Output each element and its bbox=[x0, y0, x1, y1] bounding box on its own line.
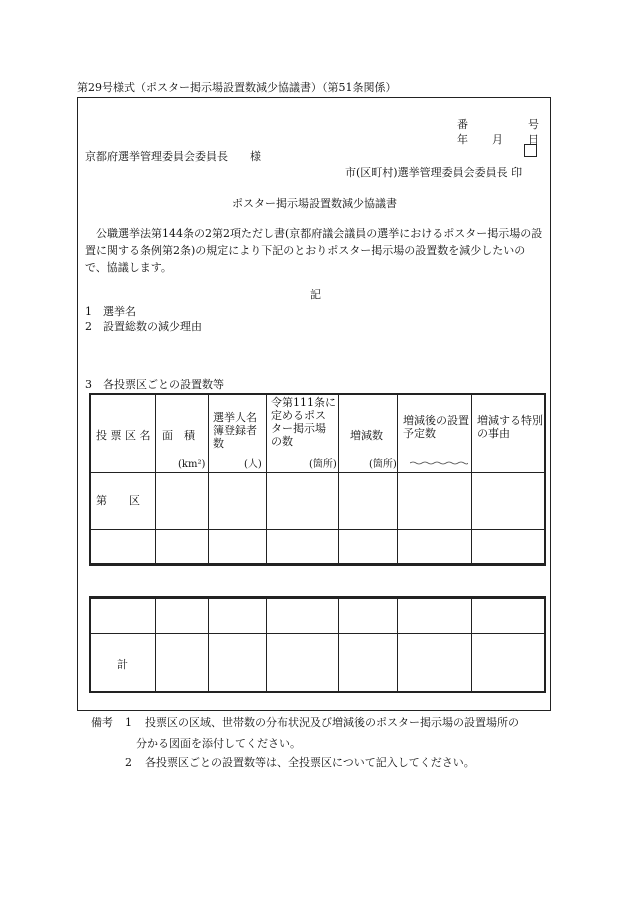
header-voters-unit: (人) bbox=[244, 459, 262, 470]
item-2 bbox=[85, 320, 202, 333]
total-label: 計 bbox=[117, 658, 128, 671]
table-row-divider bbox=[89, 529, 546, 530]
col-divider-1 bbox=[155, 393, 156, 565]
header-planned: 増減後の設置予定数 bbox=[403, 414, 469, 440]
col-divider-6-lower bbox=[471, 596, 472, 693]
table-top-border bbox=[89, 393, 546, 395]
note1-line1: 投票区の区域、世帯数の分布状況及び増減後のポスター掲示場の設置場所の bbox=[145, 716, 519, 729]
col-divider-3 bbox=[266, 393, 267, 565]
col-divider-4 bbox=[338, 393, 339, 565]
table-header-bottom bbox=[89, 472, 546, 473]
date-month: 月 bbox=[492, 133, 503, 146]
col-divider-2-lower bbox=[208, 596, 209, 693]
col-divider-4-lower bbox=[338, 596, 339, 693]
wavy-underline bbox=[410, 461, 468, 465]
header-change: 増減数 bbox=[350, 429, 383, 442]
date-day: 日 bbox=[528, 133, 539, 146]
col-divider-6 bbox=[471, 393, 472, 565]
header-article111-unit: (箇所) bbox=[309, 459, 337, 470]
number-suffix: 号 bbox=[528, 118, 539, 131]
body-text bbox=[85, 225, 543, 276]
col-divider-3-lower bbox=[266, 596, 267, 693]
col-divider-5-lower bbox=[397, 596, 398, 693]
table-left-border bbox=[89, 393, 91, 565]
header-area: 面 積 bbox=[162, 429, 195, 442]
table-right-border-lower bbox=[544, 596, 546, 693]
header-reason: 増減する特別の事由 bbox=[477, 414, 543, 440]
document-title: ポスター掲示場設置数減少協議書 bbox=[232, 197, 397, 210]
table-total-divider bbox=[89, 633, 546, 634]
item-1 bbox=[85, 305, 136, 318]
item-1-label: 選挙名 bbox=[103, 305, 136, 318]
sender: 市(区町村)選挙管理委員会委員長 印 bbox=[345, 166, 523, 179]
col-divider-5 bbox=[397, 393, 398, 565]
table-right-border bbox=[544, 393, 546, 565]
item-3 bbox=[85, 378, 224, 391]
item-2-label: 設置総数の減少理由 bbox=[103, 320, 202, 333]
header-area-unit: (km²) bbox=[178, 459, 206, 470]
note2-text: 各投票区ごとの設置数等は、全投票区について記入してください。 bbox=[145, 756, 475, 769]
date-year: 年 bbox=[457, 133, 468, 146]
seal-box bbox=[524, 144, 537, 157]
item-3-num: 3 bbox=[85, 378, 92, 391]
header-article111: 令第111条に定めるポスター掲示場の数 bbox=[271, 396, 336, 448]
item-2-num: 2 bbox=[85, 320, 92, 333]
body-text-content: 公職選挙法第144条の2第2項ただし書(京都府議会議員の選挙におけるポスター掲示場の設置に関する条例第2条)の規定により下記のとおりポスター掲示場の設置数を減少したいので、協議します。 bbox=[85, 227, 543, 274]
note1-line2: 分かる図面を添付してください。 bbox=[136, 737, 301, 750]
header-change-unit: (箇所) bbox=[369, 459, 397, 470]
table-break-top bbox=[89, 563, 546, 566]
ki-mark: 記 bbox=[310, 288, 321, 301]
item-1-num: 1 bbox=[85, 305, 92, 318]
row-district-label: 第 区 bbox=[96, 494, 140, 507]
header-district: 投 票 区 名 bbox=[96, 429, 151, 442]
note1-num: 1 bbox=[125, 716, 132, 729]
form-title: 第29号様式（ポスター掲示場設置数減少協議書）（第51条関係） bbox=[77, 81, 397, 94]
col-divider-1-lower bbox=[155, 596, 156, 693]
header-voters: 選挙人名簿登録者数 bbox=[213, 411, 257, 450]
col-divider-2 bbox=[208, 393, 209, 565]
table-left-border-lower bbox=[89, 596, 91, 693]
item-3-label: 各投票区ごとの設置数等 bbox=[103, 378, 224, 391]
table-bottom-border bbox=[89, 691, 546, 693]
table-break-bottom bbox=[89, 596, 546, 599]
number-label: 番 bbox=[457, 118, 468, 131]
addressee: 京都府選挙管理委員会委員長 様 bbox=[85, 150, 261, 163]
note2-num: 2 bbox=[125, 756, 132, 769]
notes-label: 備考 bbox=[91, 716, 113, 729]
